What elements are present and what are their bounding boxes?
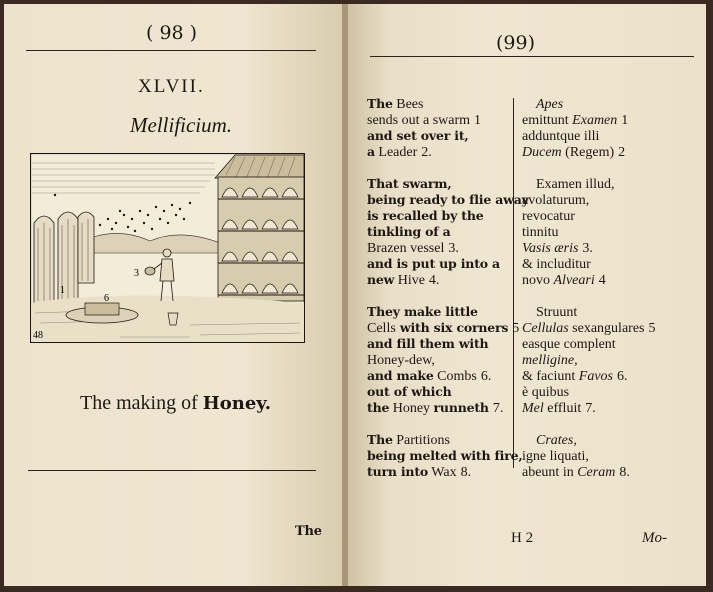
english-line — [367, 207, 484, 224]
english-blackletter: That swarm, — [367, 176, 452, 191]
right-catchword: Mo- — [642, 530, 667, 546]
latin-italic: Apes — [536, 97, 564, 112]
english-title-blackletter: Honey. — [202, 393, 271, 414]
latin-line — [522, 399, 596, 417]
english-roman: swarm — [432, 113, 471, 128]
english-blackletter: and set over it, — [367, 128, 469, 143]
latin-roman: Struunt — [536, 305, 578, 320]
english-blackletter: and fill them with — [367, 336, 489, 351]
english-blackletter: The — [367, 432, 393, 447]
english-blackletter: new — [367, 272, 395, 287]
column-separator — [513, 98, 514, 468]
english-blackletter: and is put up into a — [367, 256, 500, 271]
latin-line — [522, 463, 630, 481]
latin-roman: & faciunt — [522, 369, 579, 384]
latin-title: Mellificium. — [130, 113, 233, 137]
latin-roman: easque complent — [522, 337, 616, 352]
english-blackletter: a — [367, 144, 375, 159]
right-page-number: (99) — [496, 32, 536, 54]
english-roman: Brazen vessel — [367, 241, 445, 256]
book-gutter — [342, 4, 348, 586]
latin-italic: Examen — [572, 113, 618, 128]
english-title-prefix: The making of — [80, 392, 203, 414]
latin-italic: Ceram — [577, 465, 616, 480]
english-blackletter: The — [367, 96, 393, 111]
english-column — [367, 95, 529, 485]
latin-roman: (Regem) — [561, 145, 615, 160]
latin-roman: Examen illud, — [536, 177, 615, 192]
english-line — [367, 303, 478, 320]
latin-roman: & includitur — [522, 257, 591, 272]
english-line — [367, 271, 439, 289]
english-blackletter: being melted with fire, — [367, 448, 523, 463]
english-line — [367, 463, 471, 481]
latin-roman: revocatur — [522, 209, 575, 224]
ref-number: 6. — [616, 369, 628, 384]
ref-number: 3. — [582, 241, 593, 256]
ref-number: 5 — [648, 321, 656, 336]
latin-italic: Vasis æris — [522, 241, 579, 256]
latin-roman: emittunt — [522, 113, 573, 128]
english-title — [80, 392, 271, 415]
ref-number: 8. — [619, 465, 630, 480]
picture-number: 48 — [33, 330, 43, 341]
english-roman: Cells — [367, 321, 396, 336]
latin-roman: sexangulares — [568, 321, 645, 336]
english-line — [367, 127, 469, 144]
beehive-engraving — [30, 153, 305, 343]
ref-number: 1 — [474, 113, 482, 128]
chapter-numeral: XLVII. — [138, 76, 205, 97]
english-roman: sends out a — [367, 113, 433, 128]
english-line — [367, 143, 432, 161]
english-roman: Honey-dew, — [367, 353, 435, 368]
latin-roman: tinnitu — [522, 225, 559, 240]
english-line — [367, 223, 451, 240]
page-signature: H 2 — [511, 530, 534, 546]
left-footer-rule — [28, 470, 316, 471]
english-roman: Honey — [389, 401, 434, 416]
english-blackletter: out of which — [367, 384, 452, 399]
latin-roman: effluit — [543, 401, 582, 416]
latin-roman: è quibus — [522, 385, 570, 400]
english-line — [367, 255, 500, 272]
ref-number: 6. — [480, 369, 492, 384]
english-blackletter: and make — [367, 368, 434, 383]
left-header-rule — [26, 50, 316, 51]
english-blackletter: is recalled by the — [367, 208, 484, 223]
latin-italic: Cellulas — [522, 321, 569, 336]
ref-number: 7. — [492, 401, 504, 416]
english-line — [367, 447, 523, 464]
latin-italic: Alveari — [553, 273, 595, 288]
ref-number: 8. — [460, 465, 472, 480]
english-line — [367, 383, 452, 400]
english-roman: Wax — [428, 465, 457, 480]
english-line — [367, 399, 503, 417]
english-blackletter: with six corners — [395, 320, 509, 335]
picture-mark-3: 3 — [134, 268, 139, 279]
latin-italic: Crates, — [536, 433, 577, 448]
latin-roman: novo — [522, 273, 554, 288]
latin-line — [522, 271, 606, 289]
left-page-number: ( 98 ) — [146, 22, 198, 44]
picture-mark-6: 6 — [104, 293, 109, 304]
english-blackletter: being ready to flie away — [367, 192, 529, 207]
ref-number: 5 — [512, 321, 520, 336]
english-line — [367, 191, 529, 208]
english-roman: Hive — [394, 273, 425, 288]
english-roman: Bees — [392, 97, 424, 112]
latin-roman: igne liquati, — [522, 449, 589, 464]
right-header-rule — [370, 56, 694, 57]
latin-roman: abeunt in — [522, 465, 578, 480]
latin-roman: avolaturum, — [522, 193, 590, 208]
english-blackletter: turn into — [367, 464, 429, 479]
ref-number: 2. — [421, 145, 432, 160]
latin-line — [522, 143, 625, 161]
left-catchword: The — [295, 524, 322, 539]
ref-number: 1 — [621, 113, 629, 128]
ref-number: 2 — [618, 145, 626, 160]
picture-mark-1: 1 — [60, 285, 65, 296]
latin-roman: adduntque illi — [522, 129, 600, 144]
english-blackletter: the — [367, 400, 390, 415]
ref-number: 3. — [448, 241, 459, 256]
latin-italic: Mel — [522, 401, 544, 416]
english-blackletter: They make little — [367, 304, 478, 319]
english-roman: Combs — [433, 369, 477, 384]
ref-number: 4. — [428, 273, 440, 288]
english-line — [367, 335, 488, 352]
english-roman: Leader — [374, 145, 418, 160]
latin-column — [522, 95, 682, 485]
latin-italic: Favos — [578, 369, 613, 384]
english-roman: Partitions — [392, 433, 450, 448]
ref-number: 7. — [585, 401, 596, 416]
latin-italic: Ducem — [522, 145, 562, 160]
latin-italic: melligine, — [522, 353, 578, 368]
english-blackletter: tinkling of a — [367, 224, 451, 239]
english-line — [367, 175, 451, 192]
ref-number: 4 — [598, 273, 606, 288]
english-blackletter: runneth — [433, 400, 489, 415]
